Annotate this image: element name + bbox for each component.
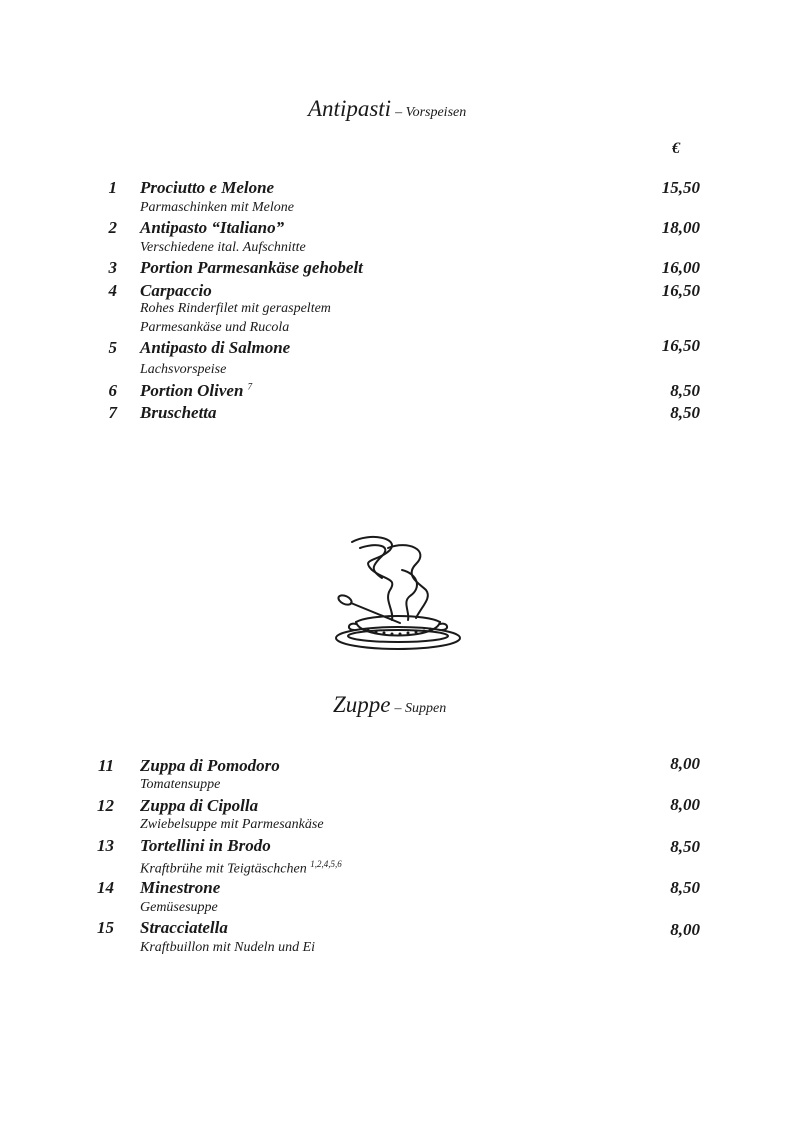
item-name: Antipasto “Italiano” — [140, 218, 285, 237]
item-name: Tortellini in Brodo — [140, 836, 271, 855]
zuppe-title: Zuppe — [333, 692, 391, 717]
item-number: 11 — [97, 756, 114, 775]
item-number: 4 — [108, 281, 117, 300]
item-description: Parmaschinken mit Melone — [140, 200, 294, 215]
item-price: 8,50 — [670, 878, 700, 897]
item-name-text: Portion Oliven — [140, 381, 244, 400]
item-number: 14 — [97, 878, 114, 897]
item-name: Zuppa di Pomodoro — [140, 756, 280, 775]
item-price: 8,50 — [670, 403, 700, 422]
item-description: Kraftbuillon mit Nudeln und Ei — [140, 940, 316, 955]
item-price: 16,00 — [661, 258, 700, 277]
item-number: 13 — [97, 836, 114, 855]
zuppe-heading — [333, 692, 446, 718]
item-price: 16,50 — [661, 281, 700, 300]
item-name: Stracciatella — [140, 918, 228, 937]
item-description: Gemüsesuppe — [140, 900, 218, 915]
item-description: Verschiedene ital. Aufschnitte — [140, 240, 306, 255]
item-number: 15 — [97, 918, 114, 937]
item-price: 8,00 — [670, 795, 700, 814]
item-price: 8,50 — [670, 381, 700, 400]
item-name: Antipasto di Salmone — [140, 338, 291, 357]
allergen-note: 1,2,4,5,6 — [310, 859, 342, 869]
antipasti-subtitle: – Vorspeisen — [395, 105, 467, 120]
item-price: 16,50 — [661, 336, 700, 355]
item-description: Tomatensuppe — [140, 777, 221, 792]
item-description-line2: Parmesankäse und Rucola — [140, 320, 290, 335]
item-price: 8,00 — [670, 920, 700, 939]
item-description — [140, 859, 342, 878]
item-price: 8,00 — [670, 754, 700, 773]
item-price: 15,50 — [661, 178, 700, 197]
item-name: Zuppa di Cipolla — [140, 796, 259, 815]
allergen-note: 7 — [247, 381, 253, 392]
item-description-text: Kraftbrühe mit Teigtäschchen — [140, 861, 307, 877]
item-price: 18,00 — [661, 218, 700, 237]
currency-symbol: € — [672, 140, 680, 157]
item-name — [140, 381, 252, 401]
item-description: Zwiebelsuppe mit Parmesankäse — [140, 817, 324, 832]
item-number: 2 — [108, 218, 117, 237]
item-description: Rohes Rinderfilet mit geraspeltem — [140, 301, 331, 316]
item-number: 3 — [108, 258, 117, 277]
item-name: Prociutto e Melone — [140, 178, 275, 197]
item-number: 7 — [108, 403, 117, 422]
zuppe-subtitle: – Suppen — [394, 701, 447, 716]
soup-bowl-icon — [330, 530, 470, 660]
item-number: 6 — [108, 381, 117, 400]
item-name: Bruschetta — [140, 403, 217, 422]
item-name: Portion Parmesankäse gehobelt — [140, 258, 363, 277]
item-price: 8,50 — [670, 837, 700, 856]
item-number: 5 — [108, 338, 117, 357]
item-number: 12 — [97, 796, 114, 815]
antipasti-heading — [308, 96, 466, 122]
item-name: Carpaccio — [140, 281, 212, 300]
item-name: Minestrone — [140, 878, 221, 897]
item-description: Lachsvorspeise — [140, 362, 227, 377]
item-number: 1 — [108, 178, 117, 197]
antipasti-title: Antipasti — [308, 96, 392, 121]
